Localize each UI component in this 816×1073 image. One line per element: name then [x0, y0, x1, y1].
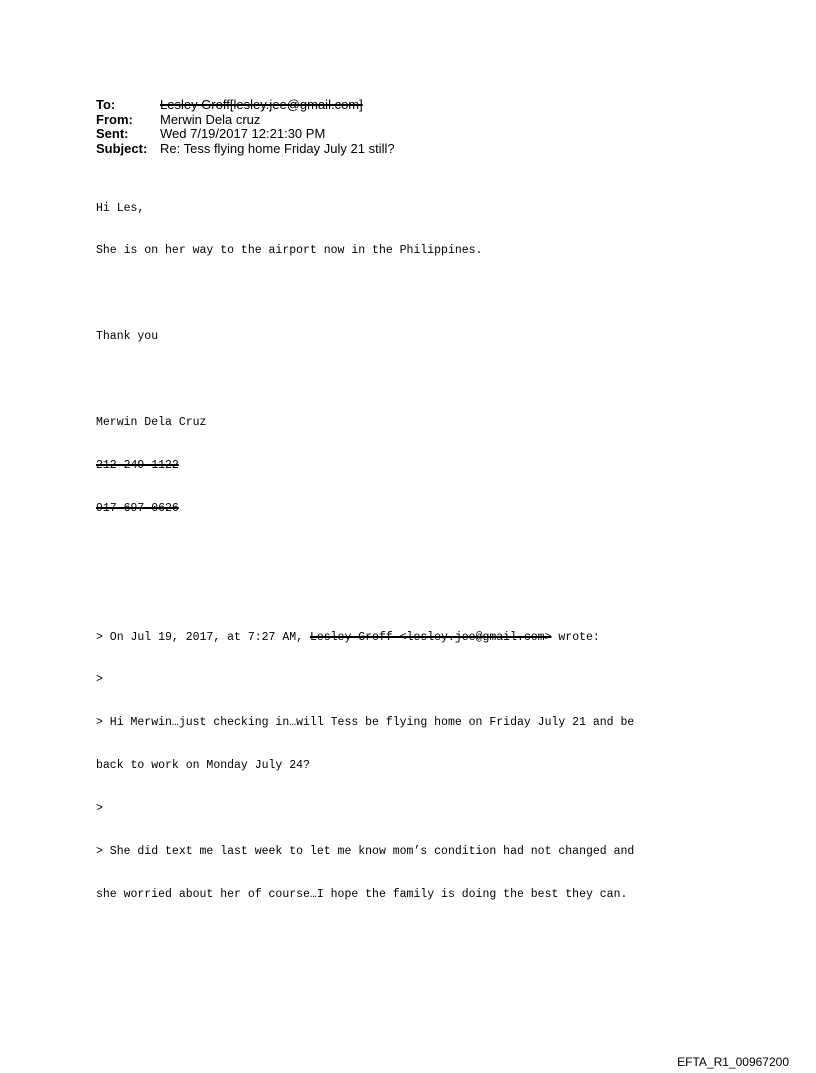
email-body	[96, 173, 634, 916]
subject-row	[96, 142, 395, 157]
quote-sender-redacted: Lesley Groff <lesley.jee@gmail.com>	[309, 630, 552, 644]
quote-intro-suffix: wrote:	[551, 630, 600, 644]
to-row	[96, 98, 395, 113]
email-header	[96, 98, 395, 156]
quote-line: >	[96, 802, 103, 816]
spacer	[96, 287, 634, 301]
quote-intro-prefix: > On Jul 19, 2017, at 7:27 AM,	[96, 630, 310, 644]
subject-value: Re: Tess flying home Friday July 21 still?	[160, 140, 395, 156]
to-label: To:	[96, 97, 116, 112]
sent-label: Sent:	[96, 126, 129, 141]
signature-name: Merwin Dela Cruz	[96, 416, 207, 430]
quote-line: >	[96, 673, 103, 687]
from-row	[96, 113, 395, 128]
from-value: Merwin Dela cruz	[160, 111, 261, 127]
quote-intro	[96, 631, 634, 645]
message-line: She is on her way to the airport now in the Philippines.	[96, 244, 483, 258]
subject-label: Subject:	[96, 140, 148, 156]
greeting: Hi Les,	[96, 201, 145, 215]
signature-phone-redacted: 212-249-1122	[96, 458, 179, 472]
quote-line: she worried about her of course…I hope the family is doing the best they can.	[96, 887, 628, 901]
from-label: From:	[96, 111, 133, 127]
quote-line: > Hi Merwin…just checking in…will Tess be flying home on Friday July 21 and be	[96, 716, 635, 730]
spacer	[96, 588, 634, 602]
document-id: EFTA_R1_00967200	[677, 1055, 789, 1069]
thanks: Thank you	[96, 330, 159, 344]
sent-row	[96, 127, 395, 142]
quote-line: > She did text me last week to let me know mom’s condition had not changed and	[96, 844, 635, 858]
signature-phone-redacted: 917-697-0626	[96, 501, 179, 515]
quote-line: back to work on Monday July 24?	[96, 759, 310, 773]
spacer	[96, 545, 634, 559]
sent-value: Wed 7/19/2017 12:21:30 PM	[160, 126, 326, 141]
spacer	[96, 373, 634, 387]
to-value-redacted: Lesley Groff[lesley.jee@gmail.com]	[160, 97, 363, 112]
